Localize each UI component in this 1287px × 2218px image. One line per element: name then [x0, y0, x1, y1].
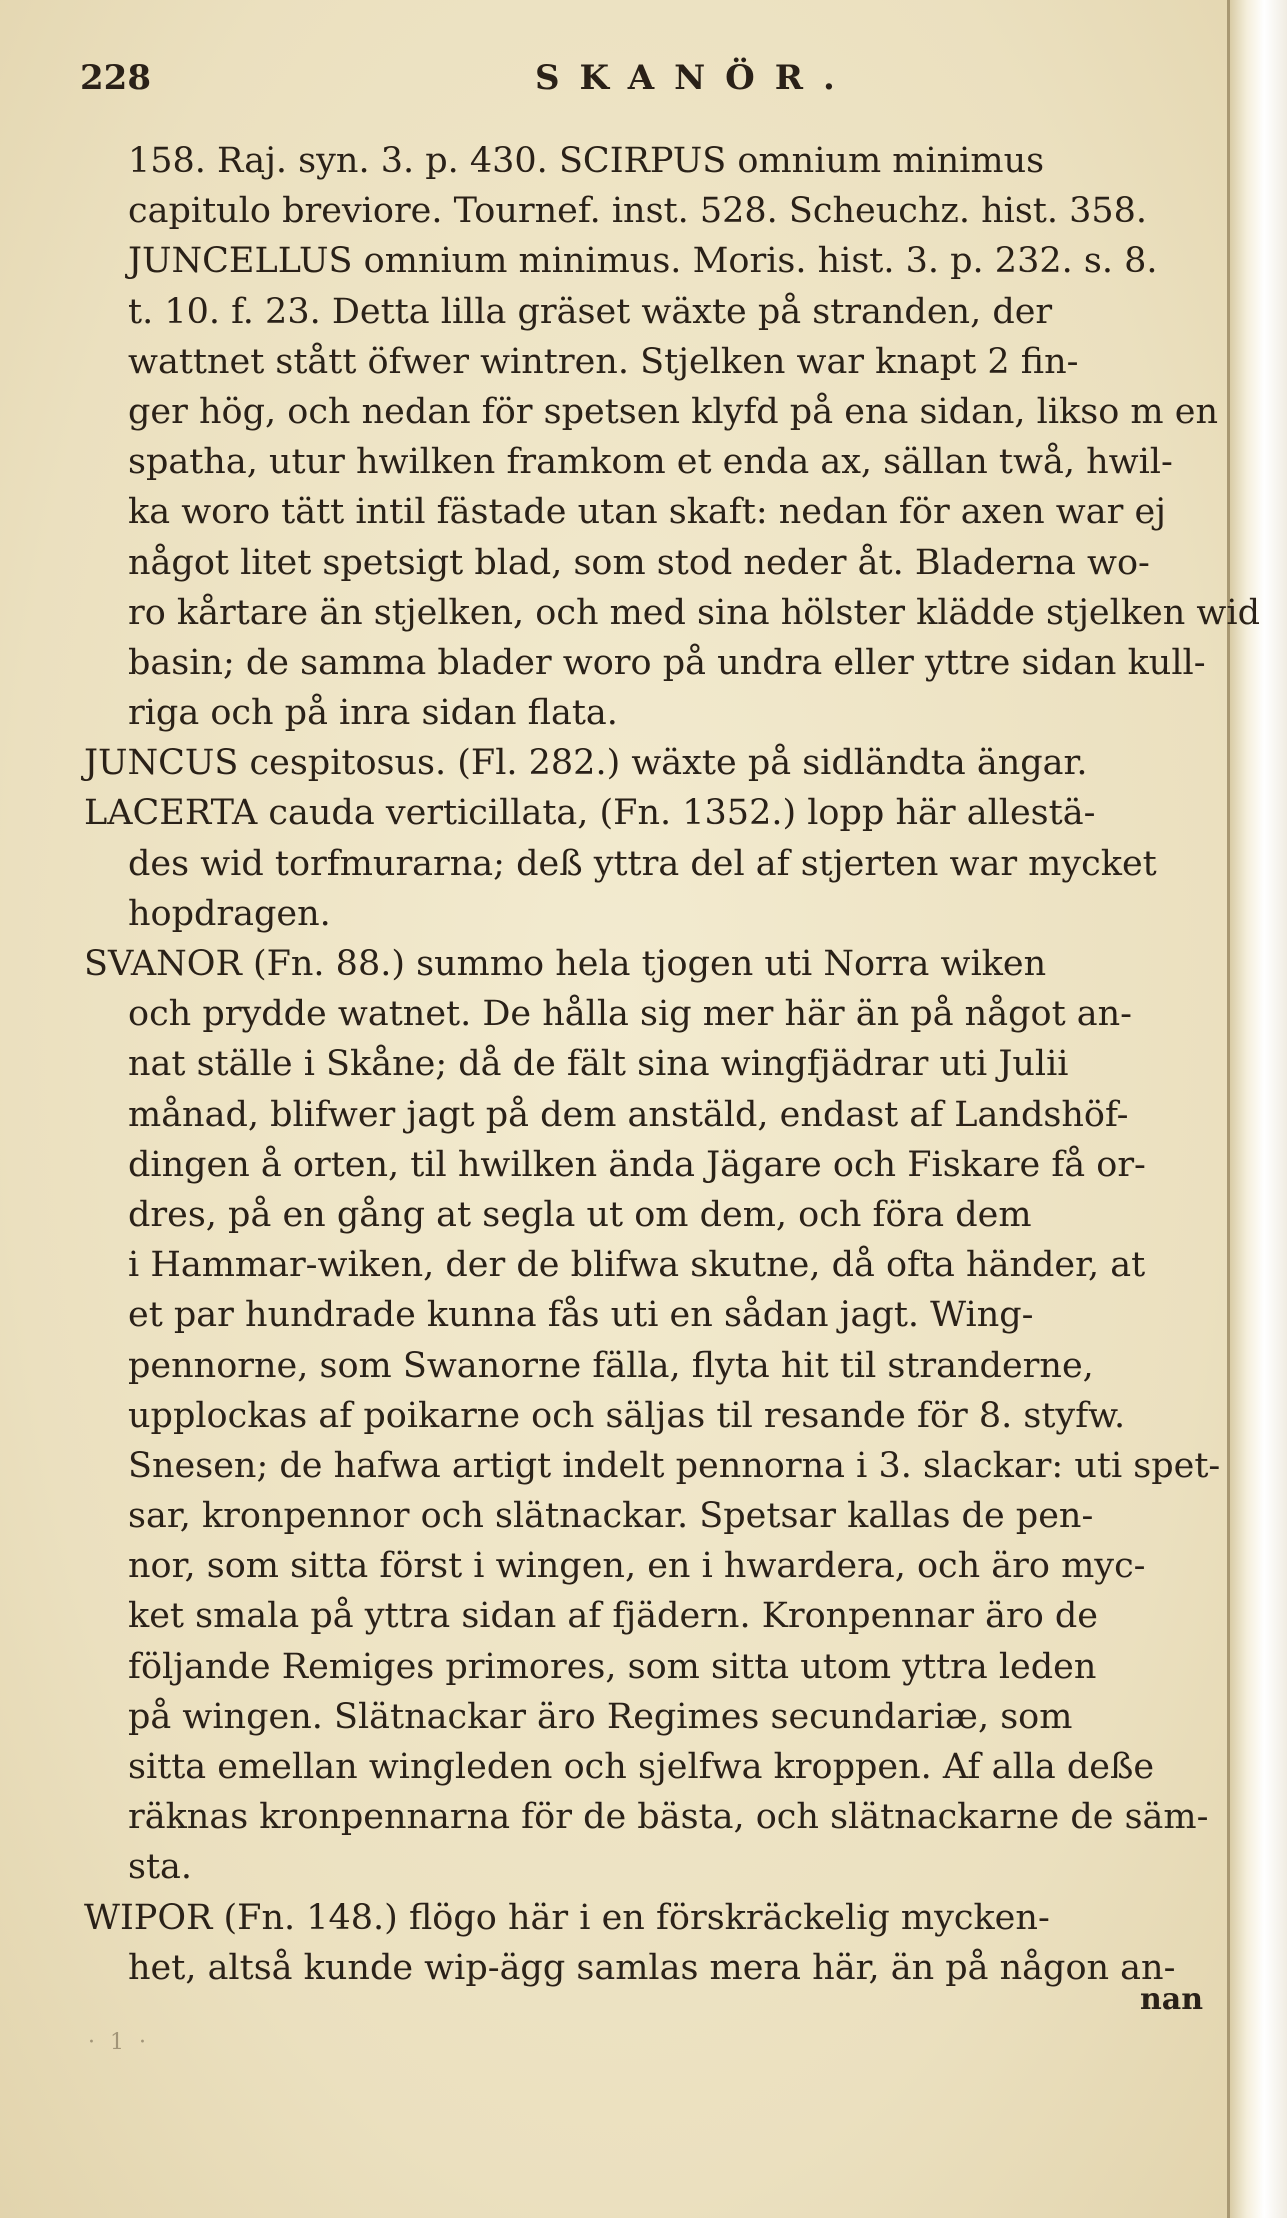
text-line: följande Remiges primores, som sitta utom yttra leden	[128, 1646, 1097, 1687]
text-line: sitta emellan wingleden och sjelfwa kroppen. Af alla deße	[128, 1747, 1155, 1787]
entry-wipor: WIPOR (Fn. 148.) flögo här i en förskräckelig mycken-	[84, 1897, 1050, 1938]
text-line: dingen å orten, til hwilken ända Jägare och Fiskare få or-	[128, 1144, 1146, 1185]
text-line: räknas kronpennarna för de bästa, och slätnackarne de säm-	[128, 1797, 1209, 1838]
text-line: het, altså kunde wip-ägg samlas mera här, än på någon an-	[128, 1947, 1176, 1988]
text-line: månad, blifwer jagt på dem anstäld, endast af Landshöf-	[128, 1094, 1129, 1135]
running-head: SKANÖR.	[535, 58, 855, 98]
text-line: 158. Raj. syn. 3. p. 430. SCIRPUS omnium minimus	[128, 141, 1045, 181]
text-line: dres, på en gång at segla ut om dem, och föra dem	[128, 1194, 1032, 1235]
text-line: basin; de samma blader woro på undra eller yttre sidan kull-	[128, 642, 1206, 683]
page-number: 228	[80, 58, 151, 98]
text-line: capitulo breviore. Tournef. inst. 528. Scheuchz. hist. 358.	[128, 191, 1148, 232]
text-line: spatha, utur hwilken framkom et enda ax, sällan twå, hwil-	[128, 442, 1173, 483]
text-line: i Hammar-wiken, der de blifwa skutne, då ofta händer, at	[128, 1245, 1146, 1286]
text-line: des wid torfmurarna; deß yttra del af stjerten war mycket	[128, 843, 1157, 884]
margin-mark: · 1 ·	[88, 2030, 150, 2055]
entry-svanor: SVANOR (Fn. 88.) summo hela tjogen uti Norra wiken	[84, 944, 1047, 984]
entry-lacerta: LACERTA cauda verticillata, (Fn. 1352.) lopp här allestä-	[84, 793, 1096, 834]
text-line: riga och på inra sidan flata.	[128, 693, 618, 734]
text-line: et par hundrade kunna fås uti en sådan jagt. Wing-	[128, 1295, 1034, 1336]
text-line: på wingen. Slätnackar äro Regimes secundariæ, som	[128, 1696, 1073, 1737]
text-line: ka woro tätt intil fästade utan skaft: nedan för axen war ej	[128, 492, 1167, 533]
text-line: ket smala på yttra sidan af fjädern. Kronpennar äro de	[128, 1596, 1099, 1637]
book-gutter	[1227, 0, 1287, 2218]
text-line: nor, som sitta först i wingen, en i hwardera, och äro myc-	[128, 1546, 1146, 1587]
text-line: pennorne, som Swanorne fälla, flyta hit til stranderne,	[128, 1345, 1094, 1386]
text-line: nat ställe i Skåne; då de fält sina wingfjädrar uti Julii	[128, 1044, 1069, 1085]
text-line: upplockas af poikarne och säljas til resande för 8. styfw.	[128, 1395, 1126, 1436]
text-line: t. 10. f. 23. Detta lilla gräset wäxte på stranden, der	[128, 291, 1053, 332]
text-line: något litet spetsigt blad, som stod neder åt. Bladerna wo-	[128, 542, 1150, 583]
page-header	[80, 58, 1210, 118]
body-text	[84, 136, 1260, 1993]
entry-juncus: JUNCUS cespitosus. (Fl. 282.) wäxte på sidländta ängar.	[84, 743, 1088, 784]
text-line: sta.	[128, 1847, 193, 1888]
text-line: sar, kronpennor och slätnackar. Spetsar kallas de pen-	[128, 1496, 1094, 1537]
text-line: och prydde watnet. De hålla sig mer här än på något an-	[128, 994, 1132, 1035]
text-line: JUNCELLUS omnium minimus. Moris. hist. 3. p. 232. s. 8.	[128, 241, 1158, 282]
catchword: nan	[1140, 1982, 1204, 2017]
text-line: ger hög, och nedan för spetsen klyfd på ena sidan, likso m en	[128, 391, 1218, 432]
text-line: Snesen; de hafwa artigt indelt pennorna i 3. slackar: uti spet-	[128, 1445, 1221, 1486]
text-line: wattnet stått öfwer wintren. Stjelken war knapt 2 fin-	[128, 341, 1079, 382]
text-line: hopdragen.	[128, 893, 331, 934]
text-line: ro kårtare än stjelken, och med sina hölster klädde stjelken wid	[128, 592, 1260, 633]
